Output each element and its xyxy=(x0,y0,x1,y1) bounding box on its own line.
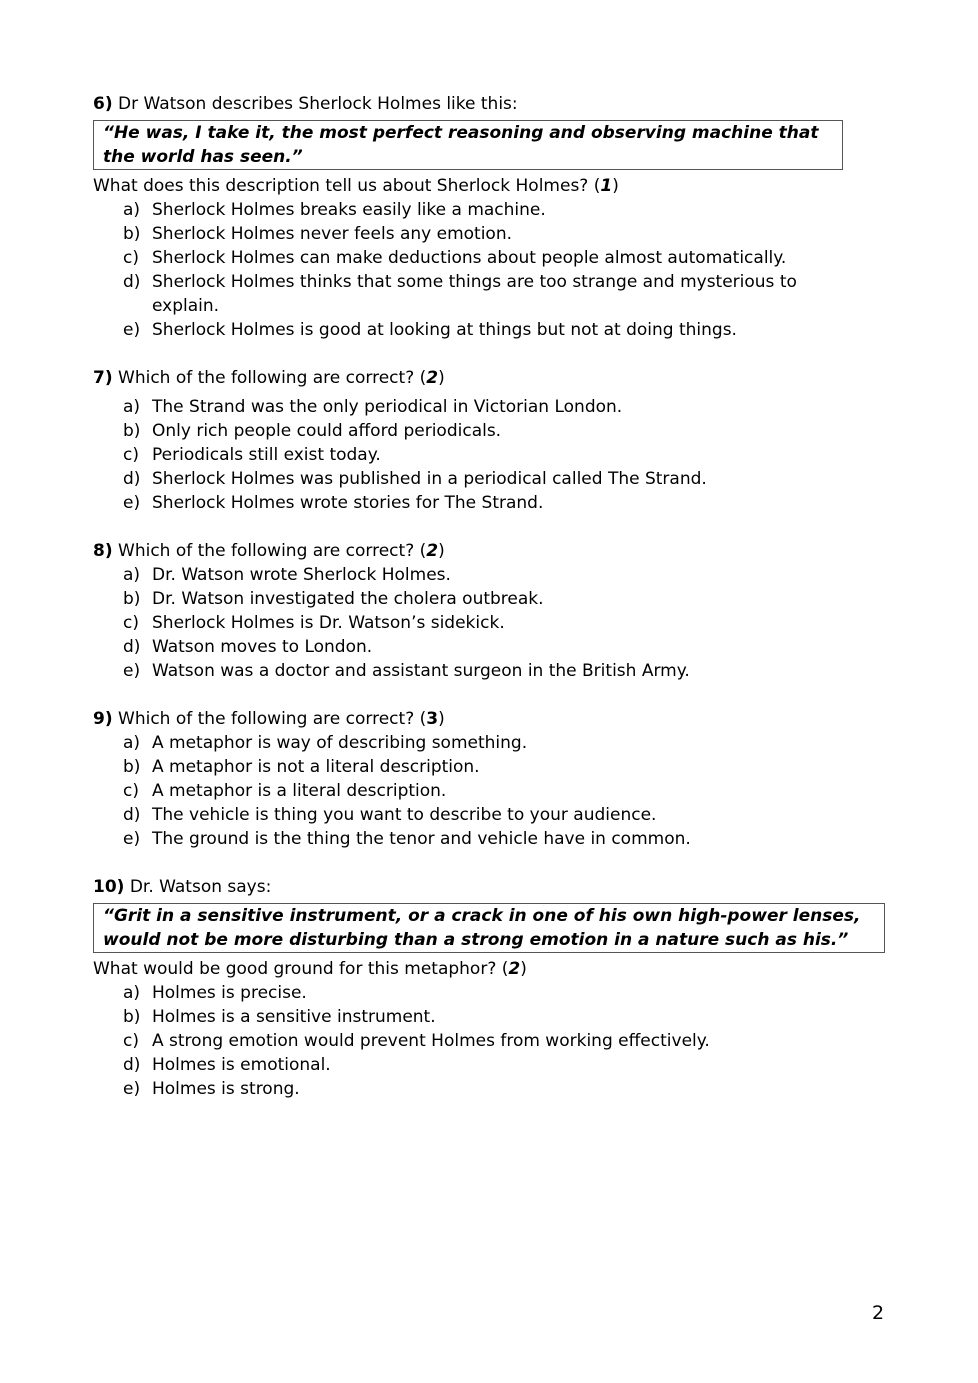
options-list xyxy=(93,395,893,515)
option-e: e) Sherlock Holmes wrote stories for The Strand. xyxy=(123,493,544,513)
options-list xyxy=(93,563,893,683)
page-number: 2 xyxy=(872,1302,885,1324)
option-a: a) The Strand was the only periodical in Victorian London. xyxy=(123,397,623,417)
option-e: e) The ground is the thing the tenor and vehicle have in common. xyxy=(123,829,691,849)
option-a: a) Sherlock Holmes breaks easily like a machine. xyxy=(123,200,546,220)
option-d: d) Sherlock Holmes was published in a periodical called The Strand. xyxy=(123,469,707,489)
option-c: c) Periodicals still exist today. xyxy=(123,445,381,465)
option-c: c) A metaphor is a literal description. xyxy=(123,781,447,801)
question-stem: 9) Which of the following are correct? (3) xyxy=(93,709,445,729)
marks-value: 1 xyxy=(600,176,613,196)
option-b: b) A metaphor is not a literal description. xyxy=(123,757,480,777)
options-list xyxy=(93,981,893,1101)
option-b: b) Only rich people could afford periodicals. xyxy=(123,421,502,441)
option-b: b) Holmes is a sensitive instrument. xyxy=(123,1007,436,1027)
question-number: 7) xyxy=(93,368,113,388)
options-list xyxy=(93,731,893,851)
question-7 xyxy=(93,366,893,515)
question-8 xyxy=(93,539,893,683)
question-number: 8) xyxy=(93,541,113,561)
question-number: 6) xyxy=(93,94,113,114)
option-d: d) Watson moves to London. xyxy=(123,637,373,657)
question-stem: 7) Which of the following are correct? (2) xyxy=(93,368,445,388)
option-e: e) Watson was a doctor and assistant surgeon in the British Army. xyxy=(123,661,690,681)
option-b: b) Sherlock Holmes never feels any emotion. xyxy=(123,224,512,244)
question-prompt: What would be good ground for this metaphor? (2) xyxy=(93,959,527,979)
options-list xyxy=(93,198,893,342)
option-e: e) Sherlock Holmes is good at looking at things but not at doing things. xyxy=(123,320,737,340)
question-stem xyxy=(93,92,893,116)
question-prompt: What does this description tell us about Sherlock Holmes? (1) xyxy=(93,176,619,196)
option-c: c) Sherlock Holmes is Dr. Watson’s sidekick. xyxy=(123,613,505,633)
option-d: d) The vehicle is thing you want to describe to your audience. xyxy=(123,805,657,825)
option-a: a) A metaphor is way of describing something. xyxy=(123,733,528,753)
question-text: Dr. Watson says: xyxy=(129,877,272,897)
quote-box: “Grit in a sensitive instrument, or a crack in one of his own high-power lenses, would not be more disturbing than a strong emotion in a nature such as his.” xyxy=(93,903,885,953)
question-10 xyxy=(93,875,893,1101)
question-6 xyxy=(93,92,893,342)
question-text: Dr Watson describes Sherlock Holmes like this: xyxy=(118,94,518,114)
question-number: 10) xyxy=(93,877,125,897)
worksheet-page xyxy=(93,92,893,1125)
option-d: d) Sherlock Holmes thinks that some things are too strange and mysterious to explain. xyxy=(123,272,797,316)
option-e: e) Holmes is strong. xyxy=(123,1079,300,1099)
marks-value: 2 xyxy=(426,368,439,388)
question-9 xyxy=(93,707,893,851)
option-c: c) Sherlock Holmes can make deductions about people almost automatically. xyxy=(123,248,787,268)
option-c: c) A strong emotion would prevent Holmes from working effectively. xyxy=(123,1031,710,1051)
option-a: a) Holmes is precise. xyxy=(123,983,307,1003)
option-b: b) Dr. Watson investigated the cholera outbreak. xyxy=(123,589,544,609)
quote-box: “He was, I take it, the most perfect reasoning and observing machine that the world has seen.” xyxy=(93,120,843,170)
question-number: 9) xyxy=(93,709,113,729)
option-a: a) Dr. Watson wrote Sherlock Holmes. xyxy=(123,565,451,585)
question-stem: 8) Which of the following are correct? (2) xyxy=(93,541,445,561)
marks-value: 3 xyxy=(426,709,439,729)
marks-value: 2 xyxy=(426,541,439,561)
option-d: d) Holmes is emotional. xyxy=(123,1055,331,1075)
question-stem xyxy=(93,875,893,899)
marks-value: 2 xyxy=(508,959,521,979)
